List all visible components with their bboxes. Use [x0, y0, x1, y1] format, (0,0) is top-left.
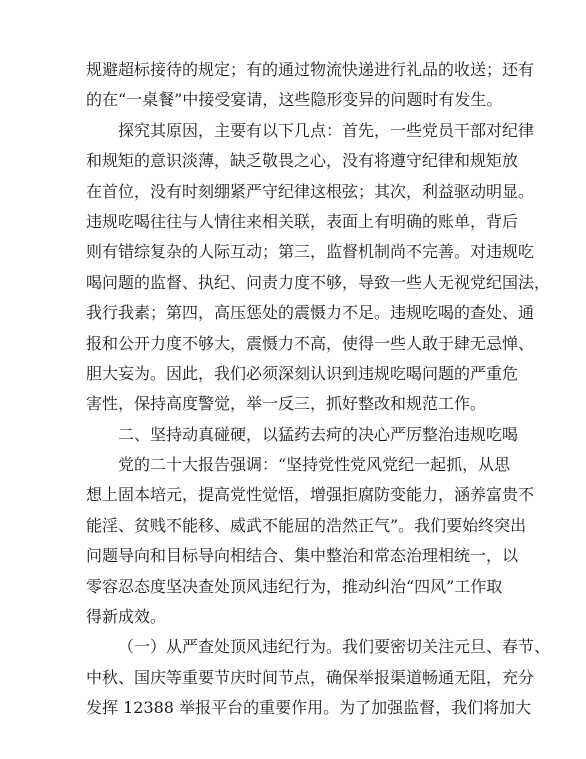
heading-line: 二、坚持动真碰硬，以猛药去疴的决心严厉整治违规吃喝 — [118, 424, 519, 444]
text-line: 违规吃喝往往与人情往来相关联，表面上有明确的账单，背后 — [86, 211, 519, 231]
text-line: 害性，保持高度警觉，举一反三，抓好整改和规范工作。 — [86, 394, 487, 414]
document-body — [86, 55, 551, 724]
section-heading — [86, 420, 519, 450]
text-line: 能淫、贫贱不能移、威武不能屈的浩然正气”。我们要始终突出 — [86, 515, 527, 535]
text-line: 规避超标接待的规定；有的通过物流快递进行礼品的收送；还有 — [86, 60, 535, 79]
paragraph-strict-investigation — [86, 632, 551, 723]
paragraph-party-congress-report — [86, 450, 535, 632]
text-line: 党的二十大报告强调：“坚持党性党风党纪一起抓，从思 — [118, 455, 511, 475]
text-line: 我行我素；第四，高压惩处的震慑力不足。违规吃喝的查处、通 — [86, 303, 535, 323]
text-line: 零容忍态度坚决查处顶风违纪行为，推动纠治“四风”工作取 — [86, 576, 503, 596]
text-line: 中秋、国庆等重要节庆时间节点，确保举报渠道畅通无阻，充分 — [86, 667, 535, 687]
text-line: 探究其原因，主要有以下几点：首先，一些党员干部对纪律 — [118, 120, 535, 140]
text-line: 问题导向和目标导向相结合、集中整治和常态治理相统一，以 — [86, 546, 519, 566]
text-line: 喝问题的监督、执纪、问责力度不够，导致一些人无视党纪国法， — [86, 272, 551, 292]
paragraph-gift-violations — [86, 55, 535, 116]
text-line: 胆大妄为。因此，我们必须深刻认识到违规吃喝问题的严重危 — [86, 363, 519, 383]
text-line: 得新成效。 — [86, 607, 167, 627]
text-line: 则有错综复杂的人际互动；第三，监督机制尚不完善。对违规吃 — [86, 242, 535, 262]
text-line: 发挥 12388 举报平台的重要作用。为了加强监督，我们将加大 — [86, 698, 532, 718]
text-line: （一）从严查处顶风违纪行为。我们要密切关注元旦、春节、 — [118, 637, 551, 657]
text-line: 在首位，没有时刻绷紧严守纪律这根弦；其次，利益驱动明显。 — [86, 181, 535, 201]
text-line: 的在“一桌餐”中接受宴请，这些隐形变异的问题时有发生。 — [86, 90, 503, 110]
text-line: 和规矩的意识淡薄，缺乏敬畏之心，没有将遵守纪律和规矩放 — [86, 151, 519, 171]
paragraph-root-causes — [86, 116, 551, 420]
text-line: 想上固本培元，提高党性觉悟，增强拒腐防变能力，涵养富贵不 — [86, 485, 535, 505]
text-line: 报和公开力度不够大，震慑力不高，使得一些人敢于肆无忌惮、 — [86, 333, 535, 353]
